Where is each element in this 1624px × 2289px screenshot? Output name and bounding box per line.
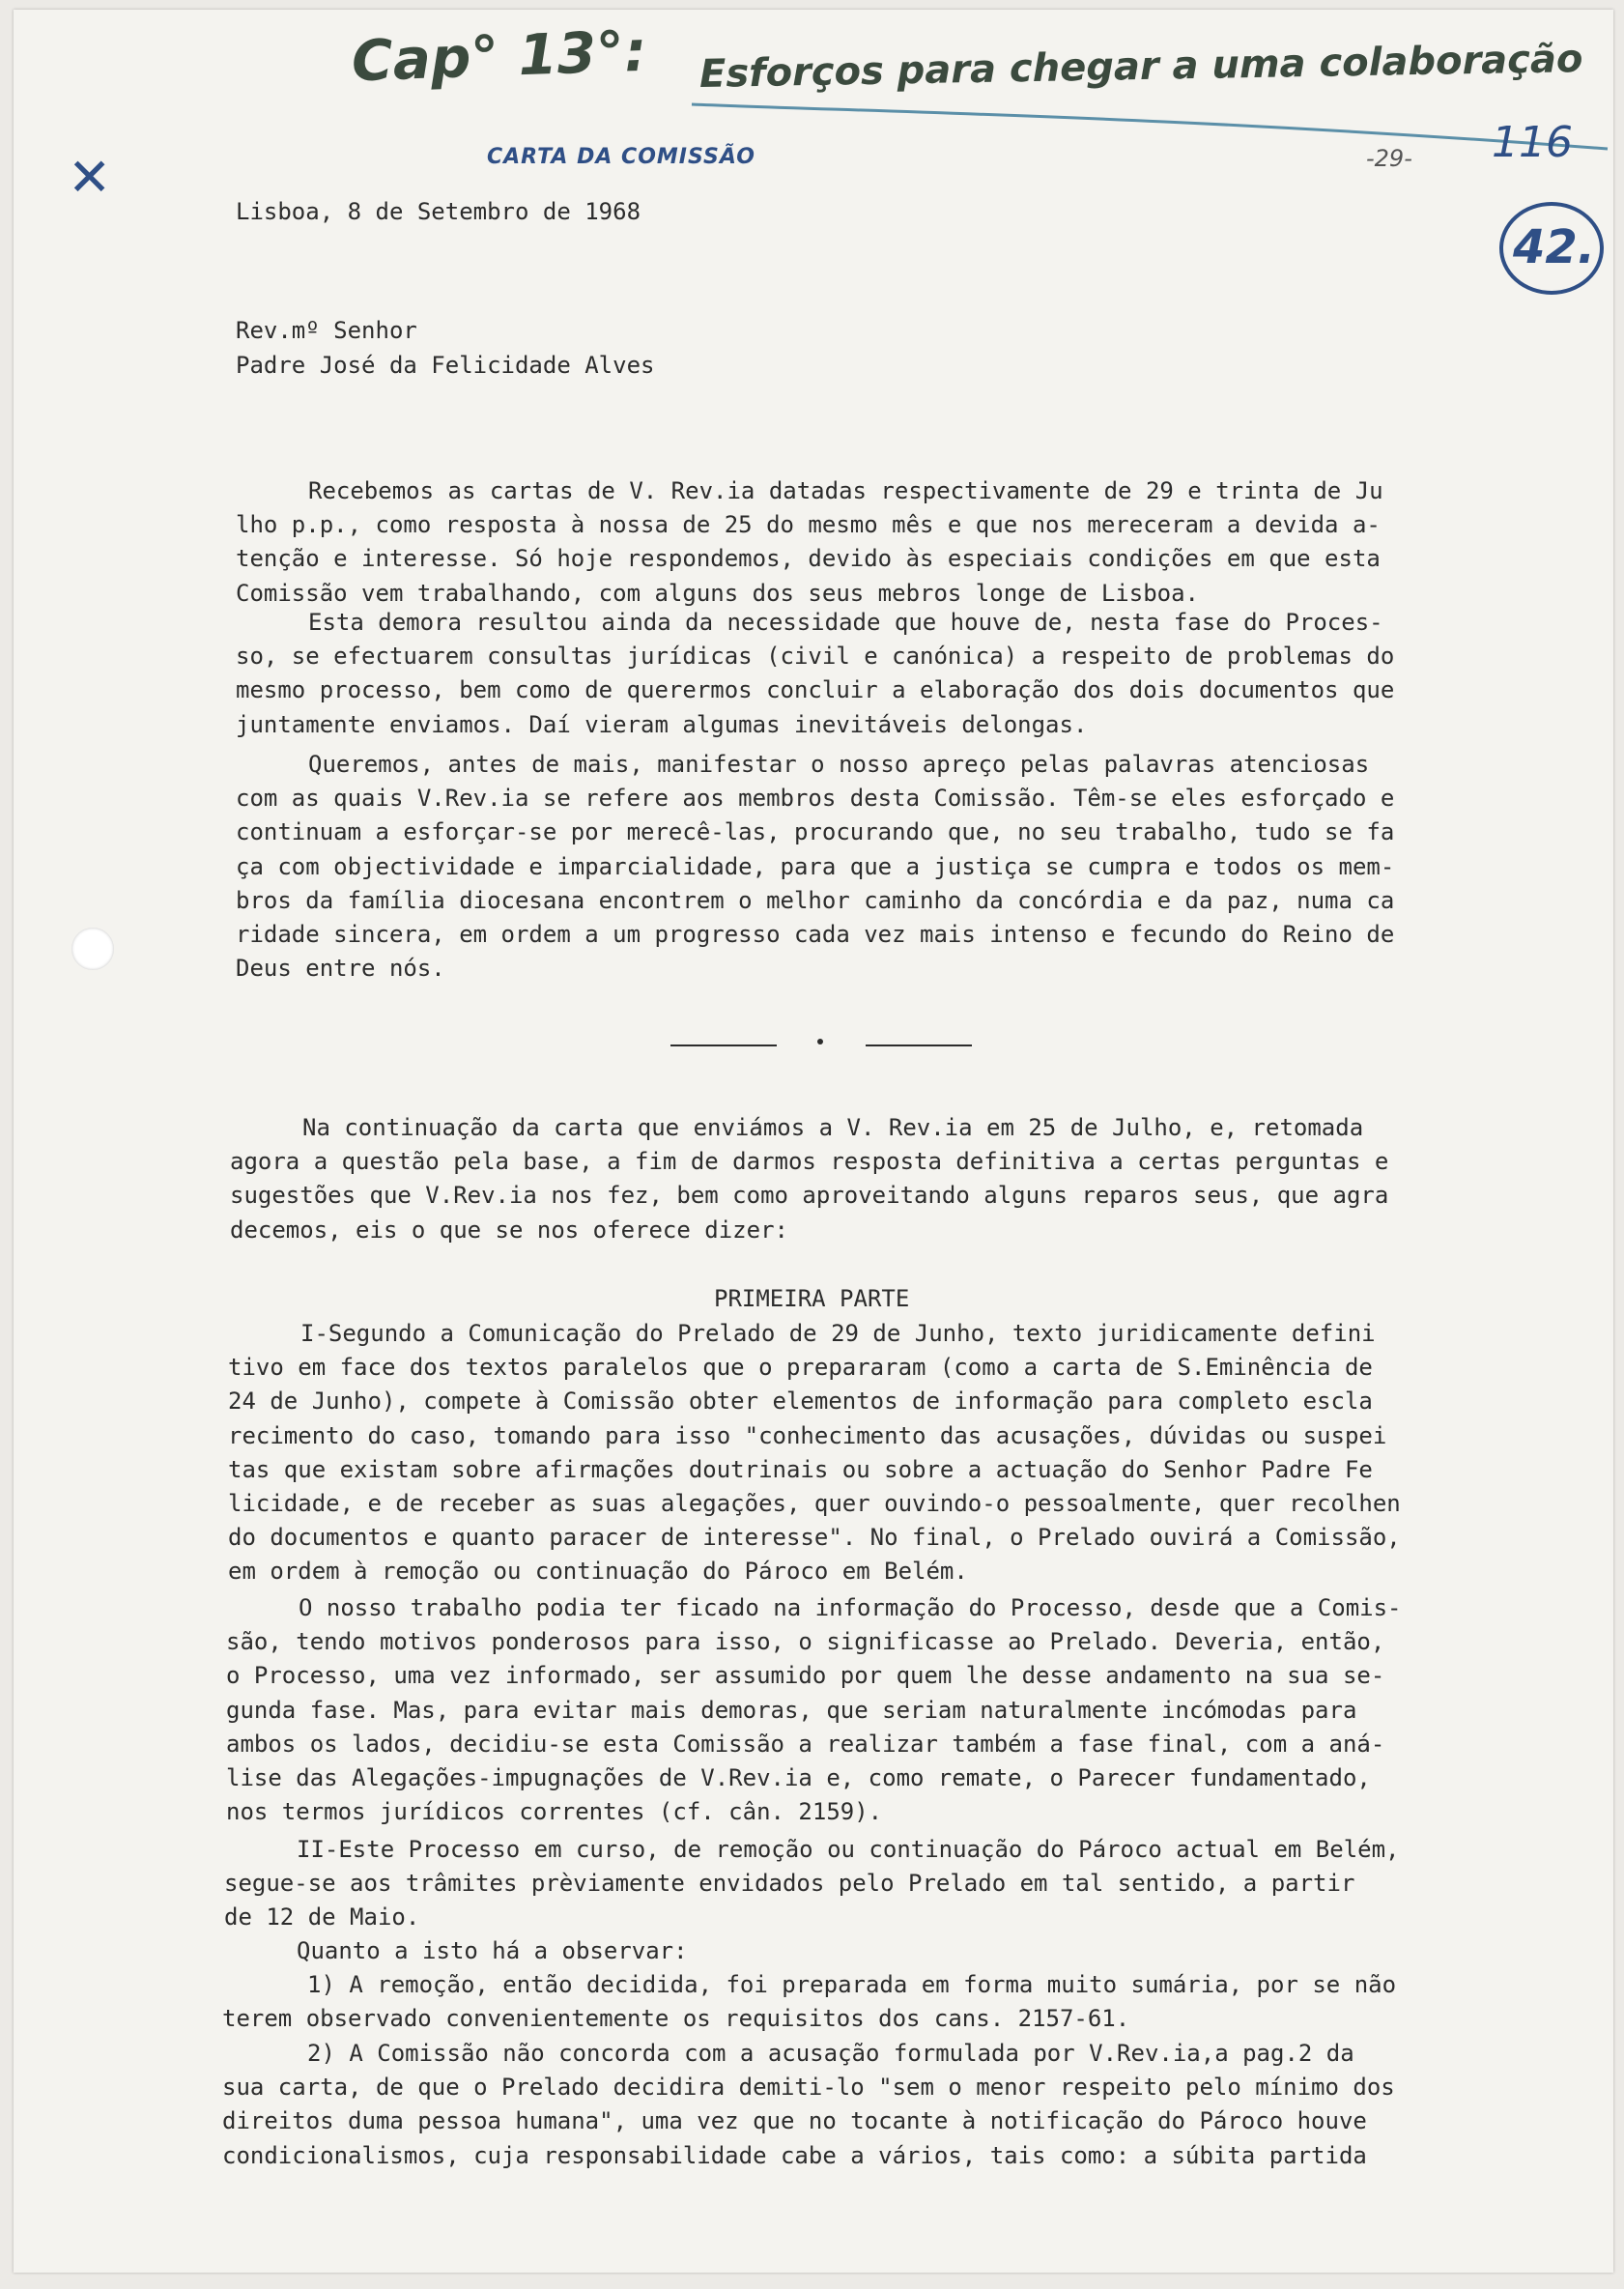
part-heading: PRIMEIRA PARTE — [714, 1285, 910, 1312]
text-line: Queremos, antes de mais, manifestar o nosso apreço pelas palavras atenciosas — [308, 751, 1370, 778]
text-line: nos termos jurídicos correntes (cf. cân. 2159). — [226, 1798, 883, 1825]
text-line: lho p.p., como resposta à nossa de 25 do mesmo mês e que nos mereceram a devida a- — [236, 511, 1381, 538]
chapter-title-annotation: Esforços para chegar a uma colaboração — [698, 37, 1583, 97]
text-line: lise das Alegações-impugnações de V.Rev.ia e, como remate, o Parecer fundamentado, — [226, 1764, 1371, 1791]
text-line: Esta demora resultou ainda da necessidade que houve de, nesta fase do Proces- — [308, 609, 1383, 636]
text-line: terem observado convenientemente os requisitos dos cans. 2157-61. — [222, 2005, 1130, 2032]
text-line: segue-se aos trâmites prèviamente envidados pelo Prelado em tal sentido, a partir — [224, 1870, 1355, 1897]
text-line: Quanto a isto há a observar: — [297, 1937, 688, 1964]
chapter-underline — [690, 91, 1617, 168]
text-line: Recebemos as cartas de V. Rev.ia datadas respectivamente de 29 e trinta de Ju — [308, 477, 1383, 504]
text-line: so, se efectuarem consultas jurídicas (civil e canónica) a respeito de problemas do — [236, 643, 1395, 670]
margin-cross-mark: ✕ — [68, 147, 112, 208]
text-line: I-Segundo a Comunicação do Prelado de 29 de Junho, texto juridicamente defini — [300, 1320, 1376, 1347]
text-line: tenção e interesse. Só hoje respondemos, devido às especiais condições em que esta — [236, 545, 1381, 572]
text-line: gunda fase. Mas, para evitar mais demoras, que seriam naturalmente incómodas para — [226, 1697, 1357, 1724]
text-line: Na continuação da carta que enviámos a V. Rev.ia em 25 de Julho, e, retomada — [302, 1114, 1364, 1141]
text-line: sua carta, de que o Prelado decidira demiti-lo "sem o menor respeito pelo mínimo dos — [222, 2074, 1395, 2101]
text-line: Comissão vem trabalhando, com alguns dos seus mebros longe de Lisboa. — [236, 580, 1199, 607]
text-line: 2) A Comissão não concorda com a acusação formulada por V.Rev.ia,a pag.2 da — [307, 2040, 1354, 2067]
text-line: ça com objectividade e imparcialidade, para que a justiça se cumpra e todos os mem- — [236, 853, 1395, 880]
text-line: condicionalismos, cuja responsabilidade cabe a vários, tais como: a súbita partida — [222, 2142, 1367, 2169]
text-line: 1) A remoção, então decidida, foi preparada em forma muito sumária, por se não — [307, 1971, 1397, 1998]
text-line: são, tendo motivos ponderosos para isso, o significasse ao Prelado. Deveria, então, — [226, 1628, 1385, 1655]
section-separator — [661, 1034, 989, 1057]
salutation-line: Padre José da Felicidade Alves — [236, 352, 655, 379]
text-line: mesmo processo, bem como de querermos concluir a elaboração dos dois documentos que — [236, 676, 1395, 703]
text-line: bros da família diocesana encontrem o melhor caminho da concórdia e da paz, numa ca — [236, 887, 1395, 914]
text-line: agora a questão pela base, a fim de darmos resposta definitiva a certas perguntas e — [230, 1148, 1389, 1175]
text-line: tivo em face dos textos paralelos que o prepararam (como a carta de S.Eminência de — [228, 1354, 1373, 1381]
text-line: do documentos e quanto paracer de interesse". No final, o Prelado ouvirá a Comissão, — [228, 1524, 1401, 1551]
text-line: ridade sincera, em ordem a um progresso cada vez mais intenso e fecundo do Reino de — [236, 921, 1395, 948]
circled-number: 42. — [1513, 220, 1596, 274]
chapter-annotation: Cap° 13°: — [350, 17, 648, 95]
text-line: sugestões que V.Rev.ia nos fez, bem como aproveitando alguns reparos seus, que agra — [230, 1182, 1389, 1209]
text-line: Deus entre nós. — [236, 955, 445, 982]
old-page-number: -29- — [1366, 145, 1412, 172]
text-line: ambos os lados, decidiu-se esta Comissão a realizar também a fase final, com a aná- — [226, 1731, 1385, 1758]
text-line: de 12 de Maio. — [224, 1903, 420, 1931]
document-page — [14, 10, 1613, 2273]
page-number-annotation: 116 — [1492, 118, 1573, 167]
text-line: tas que existam sobre afirmações doutrinais ou sobre a actuação do Senhor Padre Fe — [228, 1456, 1373, 1483]
text-line: direitos duma pessoa humana", uma vez que no tocante à notificação do Pároco houve — [222, 2107, 1367, 2134]
text-line: juntamente enviamos. Daí vieram algumas inevitáveis delongas. — [236, 711, 1088, 738]
text-line: O nosso trabalho podia ter ficado na informação do Processo, desde que a Comis- — [299, 1594, 1402, 1621]
text-line: 24 de Junho), compete à Comissão obter elementos de informação para completo escla — [228, 1388, 1373, 1415]
document-label-annotation: CARTA DA COMISSÃO — [487, 145, 755, 169]
text-line: com as quais V.Rev.ia se refere aos membros desta Comissão. Têm-se eles esforçado e — [236, 785, 1395, 812]
punch-hole — [71, 928, 114, 970]
place-date: Lisboa, 8 de Setembro de 1968 — [236, 198, 641, 225]
text-line: em ordem à remoção ou continuação do Pároco em Belém. — [228, 1558, 968, 1585]
text-line: continuam a esforçar-se por merecê-las, procurando que, no seu trabalho, tudo se fa — [236, 818, 1395, 845]
text-line: II-Este Processo em curso, de remoção ou continuação do Pároco actual em Belém, — [297, 1836, 1400, 1863]
text-line: o Processo, uma vez informado, ser assumido por quem lhe desse andamento na sua se- — [226, 1662, 1385, 1689]
text-line: licidade, e de receber as suas alegações, quer ouvindo-o pessoalmente, quer recolhen — [228, 1490, 1401, 1517]
text-line: decemos, eis o que se nos oferece dizer: — [230, 1216, 788, 1244]
text-line: recimento do caso, tomando para isso "conhecimento das acusações, dúvidas ou suspei — [228, 1422, 1387, 1449]
salutation-line: Rev.mº Senhor — [236, 317, 417, 344]
